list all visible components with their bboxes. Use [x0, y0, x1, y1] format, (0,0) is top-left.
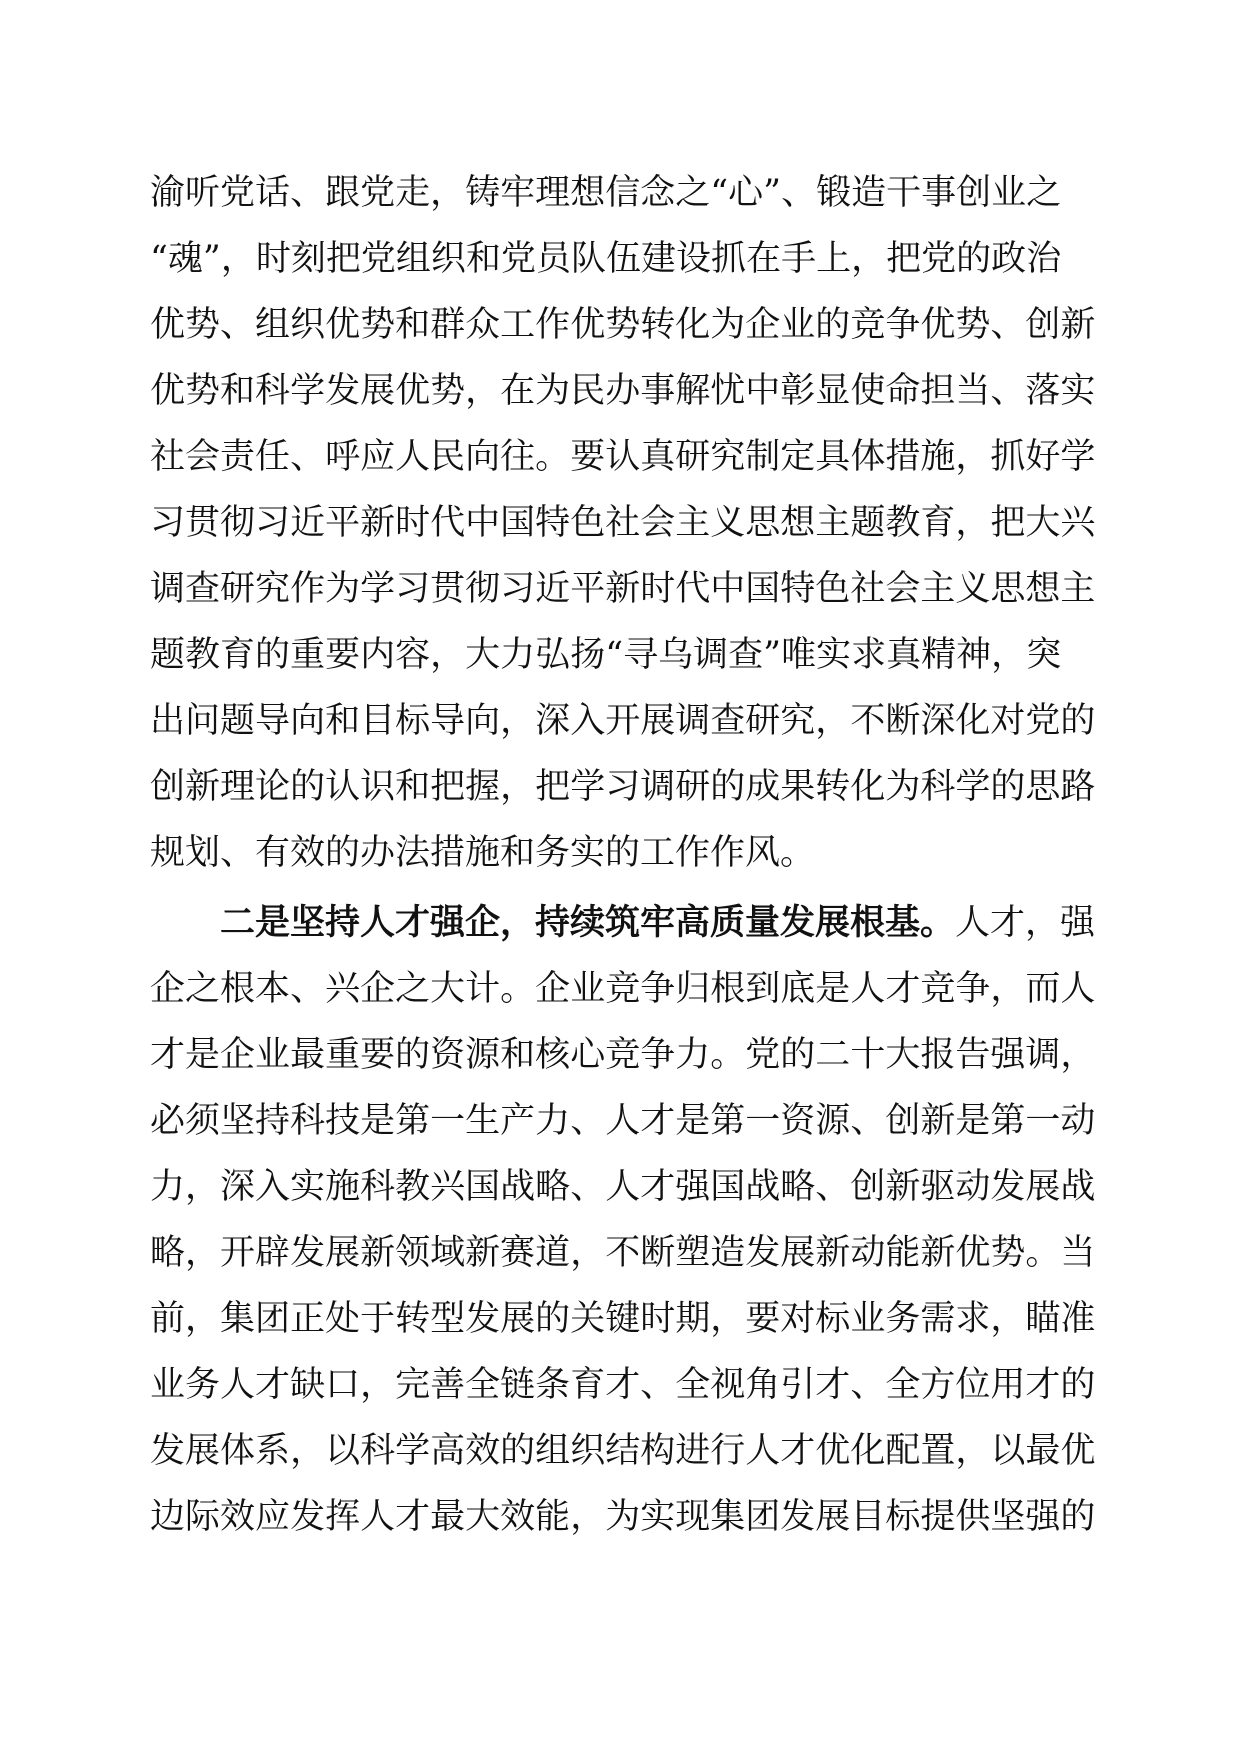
text-line: 创 新 理 论 的 认 识 和 把 握 ， 把 学 习 调 研 的 成 果 转 化 为 科 学 的 思 路	[150, 767, 1096, 807]
text-line: 必 须 坚 持 科 技 是 第 一 生 产 力 、 人 才 是 第 一 资 源 、 创 新 是 第 一 动	[150, 1101, 1096, 1141]
text-line: “ 魂 ” ， 时 刻 把 党 组 织 和 党 员 队 伍 建 设 抓 在 手 上 ， 把 党 的 政 治	[150, 239, 1062, 279]
paragraph-lead-line	[150, 890, 1096, 956]
text-line: 企 之 根 本 、 兴 企 之 大 计 。 企 业 竞 争 归 根 到 底 是 人 才 竞 争 ， 而 人	[150, 969, 1096, 1009]
text-line: 出 问 题 导 向 和 目 标 导 向 ， 深 入 开 展 调 查 研 究 ， 不 断 深 化 对 党 的	[150, 701, 1096, 741]
text-line: 前 ， 集 团 正 处 于 转 型 发 展 的 关 键 时 期 ， 要 对 标 业 务 需 求 ， 瞄 准	[150, 1299, 1096, 1339]
text-line: 优 势 、 组 织 优 势 和 群 众 工 作 优 势 转 化 为 企 业 的 竞 争 优 势 、 创 新	[150, 305, 1096, 345]
text-line: 题 教 育 的 重 要 内 容 ， 大 力 弘 扬 “ 寻 乌 调 查 ” 唯 实 求 真 精 神 ， 突	[150, 635, 1062, 675]
text-line: 优 势 和 科 学 发 展 优 势 ， 在 为 民 办 事 解 忧 中 彰 显 使 命 担 当 、 落 实	[150, 371, 1096, 411]
text-line: 边 际 效 应 发 挥 人 才 最 大 效 能 ， 为 实 现 集 团 发 展 目 标 提 供 坚 强 的	[150, 1497, 1096, 1537]
text-line: 习 贯 彻 习 近 平 新 时 代 中 国 特 色 社 会 主 义 思 想 主 题 教 育 ， 把 大 兴	[150, 503, 1096, 543]
paragraph-party-building	[150, 160, 1096, 886]
text-line: 才 是 企 业 最 重 要 的 资 源 和 核 心 竞 争 力 。 党 的 二 十 大 报 告 强 调 ，	[150, 1035, 1096, 1075]
lead-line-rest: 人才，强	[955, 903, 1096, 943]
text-line: 社 会 责 任 、 呼 应 人 民 向 往 。 要 认 真 研 究 制 定 具 体 措 施 ， 抓 好 学	[150, 437, 1096, 477]
paragraph-talent	[150, 890, 1096, 1550]
text-line: 业 务 人 才 缺 口 ， 完 善 全 链 条 育 才 、 全 视 角 引 才 、 全 方 位 用 才 的	[150, 1365, 1096, 1405]
text-line: 发 展 体 系 ， 以 科 学 高 效 的 组 织 结 构 进 行 人 才 优 化 配 置 ， 以 最 优	[150, 1431, 1096, 1471]
paragraph-heading: 二是坚持人才强企，持续筑牢高质量发展根基。	[220, 903, 956, 943]
text-line: 力 ， 深 入 实 施 科 教 兴 国 战 略 、 人 才 强 国 战 略 、 创 新 驱 动 发 展 战	[150, 1167, 1096, 1207]
text-line: 规划、有效的办法措施和务实的工作作风。	[150, 833, 816, 873]
text-line: 渝 听 党 话 、 跟 党 走 ， 铸 牢 理 想 信 念 之 “ 心 ” 、 锻 造 干 事 创 业 之	[150, 173, 1062, 213]
text-line: 略 ， 开 辟 发 展 新 领 域 新 赛 道 ， 不 断 塑 造 发 展 新 动 能 新 优 势 。 当	[150, 1233, 1096, 1273]
document-body	[150, 160, 1096, 1550]
text-line: 调 查 研 究 作 为 学 习 贯 彻 习 近 平 新 时 代 中 国 特 色 社 会 主 义 思 想 主	[150, 569, 1096, 609]
